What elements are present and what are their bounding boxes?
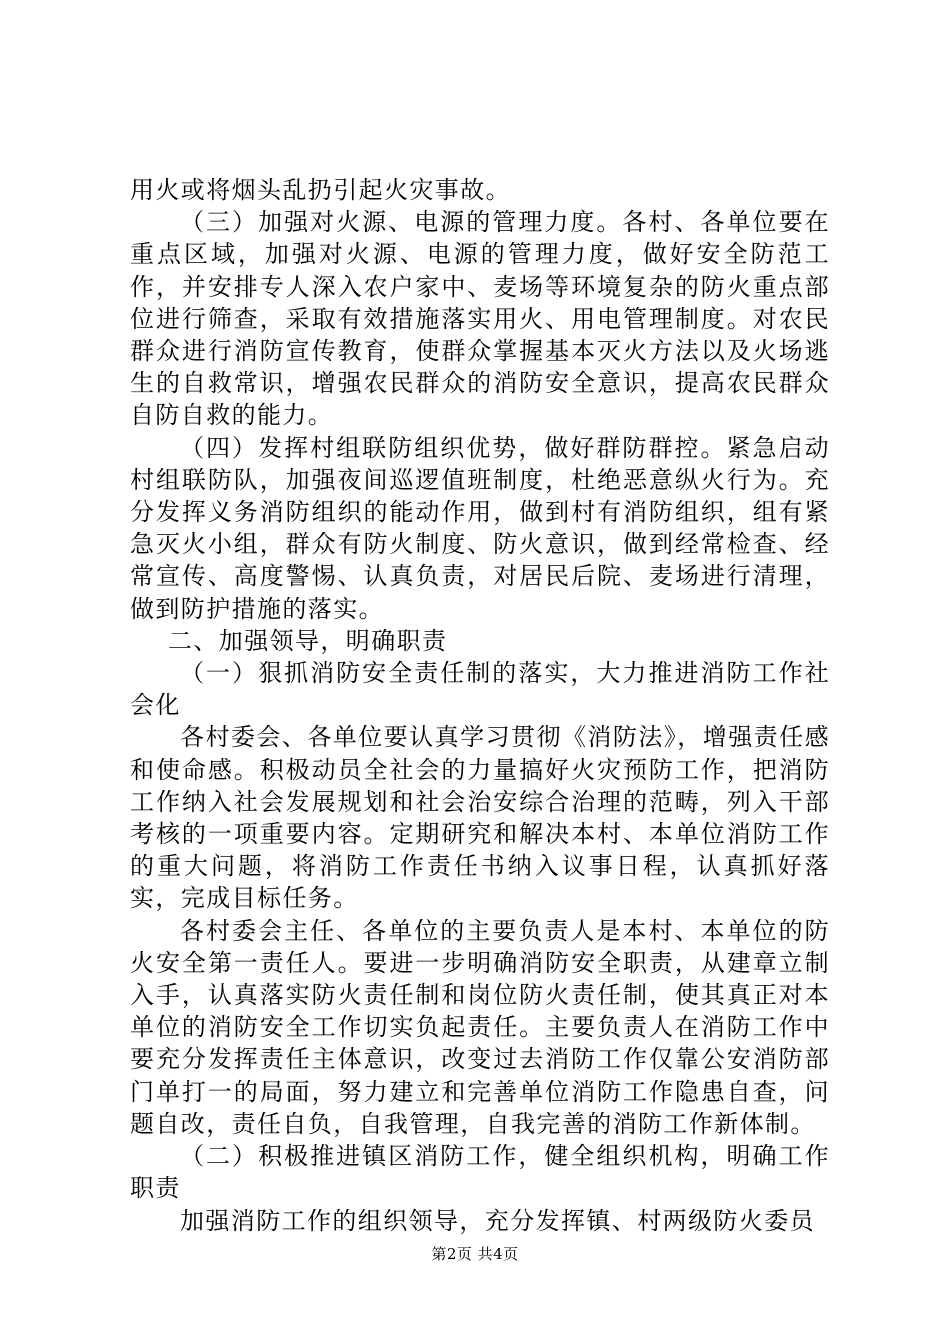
paragraph-section-4: （四）发挥村组联防组织优势，做好群防群控。紧急启动村组联防队，加强夜间巡逻值班制度，杜绝恶意纵火行为。充分发挥义务消防组织的能动作用，做到村有消防组织，组有紧急灭火小组，群众有防火制度、防火意识，做到经常检查、经常宣传、高度警惕、认真负责，对居民后院、麦场进行清理，做到防护措施的落实。 (130, 433, 830, 623)
paragraph-section-3: （三）加强对火源、电源的管理力度。各村、各单位要在重点区域，加强对火源、电源的管理力度，做好安全防范工作，并安排专人深入农户家中、麦场等环境复杂的防火重点部位进行筛查，采取有效措施落实用火、用电管理制度。对农民群众进行消防宣传教育，使群众掌握基本灭火方法以及火场逃生的自救常识，增强农民群众的消防安全意识，提高农民群众自防自救的能力。 (130, 208, 830, 430)
subheading-responsibility: （一）狠抓消防安全责任制的落实，大力推进消防工作社会化 (130, 659, 830, 720)
paragraph-first-responsible: 各村委会主任、各单位的主要负责人是本村、本单位的防火安全第一责任人。要进一步明确消防安全职责，从建章立制入手，认真落实防火责任制和岗位防火责任制，使其真正对本单位的消防安全工作切实负起责任。主要负责人在消防工作中要充分发挥责任主体意识，改变过去消防工作仅靠公安消防部门单打一的局面，努力建立和完善单位消防工作隐患自查，问题自改，责任自负，自我管理，自我完善的消防工作新体制。 (130, 916, 830, 1138)
paragraph-village-committees: 各村委会、各单位要认真学习贯彻《消防法》，增强责任感和使命感。积极动员全社会的力量搞好火灾预防工作，把消防工作纳入社会发展规划和社会治安综合治理的范畴，列入干部考核的一项重要内容。定期研究和解决本村、本单位消防工作的重大问题，将消防工作责任书纳入议事日程，认真抓好落实，完成目标任务。 (130, 723, 830, 913)
page-number-footer: 第2页 共4页 (431, 1245, 519, 1263)
document-body (130, 174, 830, 1237)
subheading-town-fire-work: （二）积极推进镇区消防工作，健全组织机构，明确工作职责 (130, 1142, 830, 1203)
paragraph-organization: 加强消防工作的组织领导，充分发挥镇、村两级防火委员 (180, 1206, 815, 1235)
paragraph-continuation: 用火或将烟头乱扔引起火灾事故。 (130, 176, 511, 204)
heading-leadership: 二、加强领导，明确职责 (168, 626, 448, 655)
